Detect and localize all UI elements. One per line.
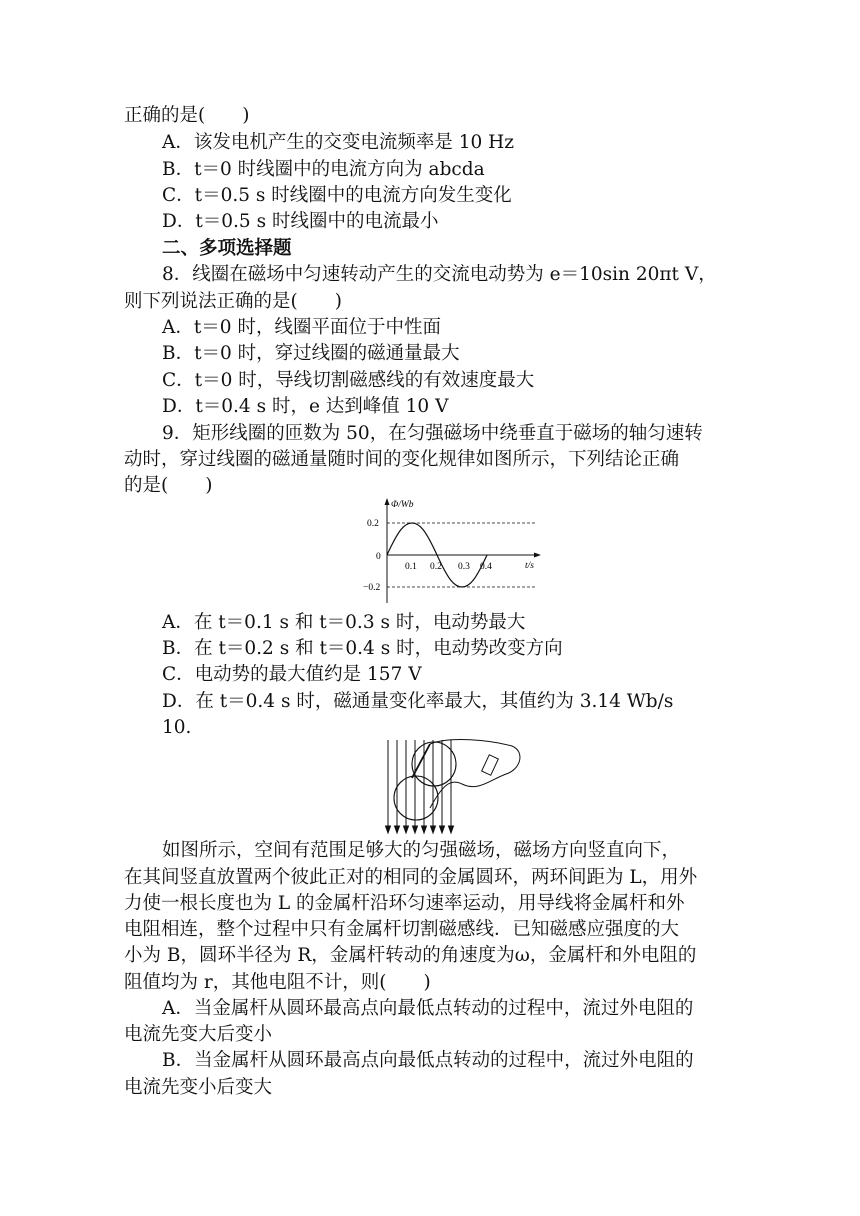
x-axis-label: t/s — [525, 561, 534, 571]
text-line: 力使一根长度也为 L 的金属杆沿环匀速率运动，用导线将金属杆和外 — [124, 893, 685, 914]
flux-time-graph — [355, 495, 555, 607]
section-heading: 二、多项选择题 — [162, 238, 292, 259]
option-a: A．该发电机产生的交变电流频率是 10 Hz — [162, 132, 515, 153]
x-tick-label: 0.2 — [430, 562, 442, 572]
option-a: A．在 t＝0.1 s 和 t＝0.3 s 时，电动势最大 — [162, 612, 526, 633]
option-a: A．当金属杆从圆环最高点向最低点转动的过程中，流过外电阻的 — [162, 998, 694, 1019]
text-line: 电流先变小后变大 — [124, 1077, 273, 1098]
text-line: 正确的是( ) — [124, 105, 250, 126]
text-line: 则下列说法正确的是( ) — [124, 291, 342, 312]
text-line: 阻值均为 r，其他电阻不计，则( ) — [124, 972, 431, 993]
option-c: C．t＝0.5 s 时线圈中的电流方向发生变化 — [162, 185, 512, 206]
metal-ring-front — [394, 776, 438, 820]
text-line: 在其间竖直放置两个彼此正对的相同的金属圆环，两环间距为 L，用外 — [124, 867, 698, 888]
x-tick-label: 0.1 — [405, 562, 417, 572]
option-d: D．在 t＝0.4 s 时，磁通量变化率最大，其值约为 3.14 Wb/s — [162, 691, 674, 712]
external-resistor — [482, 755, 499, 776]
text-line: 电阻相连，整个过程中只有金属杆切割磁感线．已知磁感应强度的大 — [124, 919, 680, 940]
question-8: 8．线圈在磁场中匀速转动产生的交流电动势为 e＝10sin 20πt V， — [162, 264, 717, 285]
rings-field-figure — [380, 738, 525, 838]
option-d: D．t＝0.5 s 时线圈中的电流最小 — [162, 211, 439, 232]
option-a: A．t＝0 时，线圈平面位于中性面 — [162, 317, 441, 338]
x-tick-label: 0.4 — [480, 562, 492, 572]
y-axis-label: Φ/Wb — [391, 500, 414, 510]
text-line: 小为 B，圆环半径为 R，金属杆转动的角速度为ω，金属杆和外电阻的 — [124, 945, 697, 966]
question-9: 9．矩形线圈的匝数为 50，在匀强磁场中绕垂直于磁场的轴匀速转 — [162, 423, 703, 444]
connecting-wire — [430, 740, 520, 808]
option-b: B．在 t＝0.2 s 和 t＝0.4 s 时，电动势改变方向 — [162, 638, 563, 659]
option-b: B．当金属杆从圆环最高点向最低点转动的过程中，流过外电阻的 — [162, 1050, 694, 1071]
y-tick-label: 0.2 — [367, 519, 379, 529]
option-b: B．t＝0 时线圈中的电流方向为 abcda — [162, 159, 485, 180]
text-line: 电流先变大后变小 — [124, 1024, 273, 1045]
option-c: C．t＝0 时，导线切割磁感线的有效速度最大 — [162, 370, 535, 391]
option-c: C．电动势的最大值约是 157 V — [162, 664, 422, 685]
question-10-text: 如图所示，空间有范围足够大的匀强磁场，磁场方向竖直向下， — [162, 840, 681, 861]
x-tick-label: 0.3 — [458, 562, 470, 572]
text-line: 的是( ) — [124, 475, 213, 496]
option-d: D．t＝0.4 s 时，e 达到峰值 10 V — [162, 396, 449, 417]
option-b: B．t＝0 时，穿过线圈的磁通量最大 — [162, 343, 460, 364]
y-tick-label: −0.2 — [363, 583, 381, 593]
question-10-number: 10. — [162, 717, 192, 738]
y-tick-label: 0 — [376, 552, 381, 562]
text-line: 动时，穿过线圈的磁通量随时间的变化规律如图所示，下列结论正确 — [124, 449, 680, 470]
